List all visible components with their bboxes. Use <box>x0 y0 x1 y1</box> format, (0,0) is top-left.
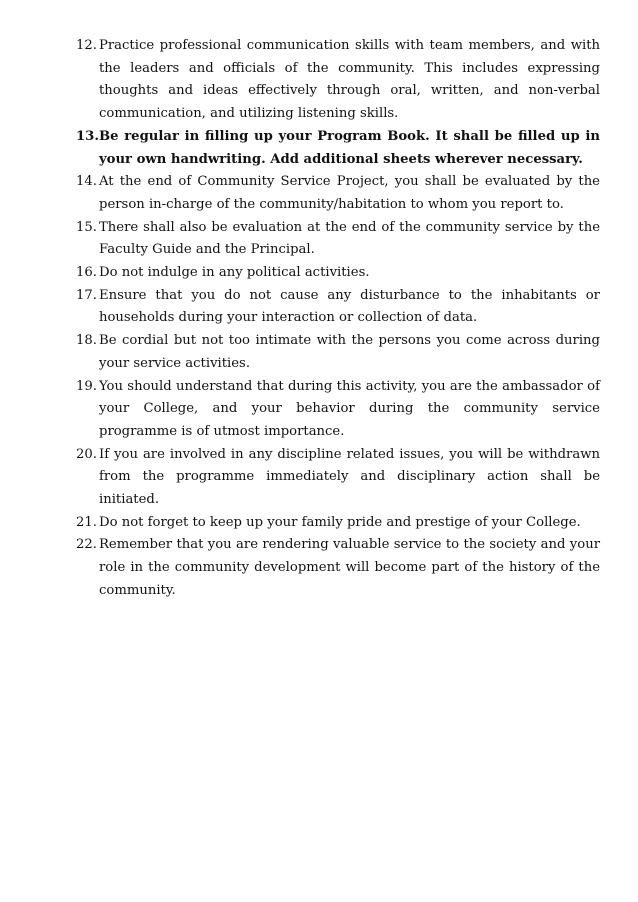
item-text: Do not indulge in any political activities. <box>99 265 370 281</box>
item-text: There shall also be evaluation at the end of the community service by the Faculty Guide and the Principal. <box>99 219 600 258</box>
list-item <box>76 171 600 216</box>
list-item <box>76 512 600 535</box>
list-item <box>76 376 600 444</box>
list-item <box>76 285 600 330</box>
list-item <box>76 262 600 285</box>
item-text: Do not forget to keep up your family pride and prestige of your College. <box>99 514 581 530</box>
list-item <box>76 35 600 126</box>
item-text: Be cordial but not too intimate with the persons you come across during your service activities. <box>99 333 600 371</box>
item-number: 12. <box>76 38 97 53</box>
list-item <box>76 217 600 262</box>
item-text: Remember that you are rendering valuable service to the society and your role in the community development will become part of the history of the community. <box>99 537 600 598</box>
list-item <box>76 330 600 375</box>
item-number: 15. <box>76 219 97 235</box>
item-text: Practice professional communication skills with team members, and with the leaders and officials of the community. This includes expressing thoughts and ideas effectively through oral, written, and non-verbal communication, and utilizing listening skills. <box>99 38 600 122</box>
item-number: 20. <box>76 446 97 462</box>
item-number: 16. <box>76 265 97 281</box>
item-text: If you are involved in any discipline related issues, you will be withdrawn from the programme immediately and disciplinary action shall be initiated. <box>99 446 600 508</box>
item-number: 14. <box>76 174 97 190</box>
list-item <box>76 534 600 602</box>
item-text: Be regular in filling up your Program Book. It shall be filled up in your own handwriting. Add additional sheets wherever necessary. <box>99 128 600 167</box>
list-item <box>76 126 600 171</box>
item-text: At the end of Community Service Project, you shall be evaluated by the person in-charge of the community/habitation to whom you report to. <box>99 174 600 212</box>
item-number: 21. <box>76 514 97 530</box>
item-number: 18. <box>76 333 97 349</box>
list-item <box>76 444 600 512</box>
item-text: Ensure that you do not cause any disturbance to the inhabitants or households during your interaction or collection of data. <box>99 287 600 326</box>
item-text: You should understand that during this activity, you are the ambassador of your College, and your behavior during the community service programme is of utmost importance. <box>99 378 600 439</box>
instructions-list <box>76 35 600 603</box>
item-number: 22. <box>76 537 97 553</box>
item-number: 13. <box>76 128 99 144</box>
item-number: 19. <box>76 378 97 394</box>
item-number: 17. <box>76 287 97 303</box>
